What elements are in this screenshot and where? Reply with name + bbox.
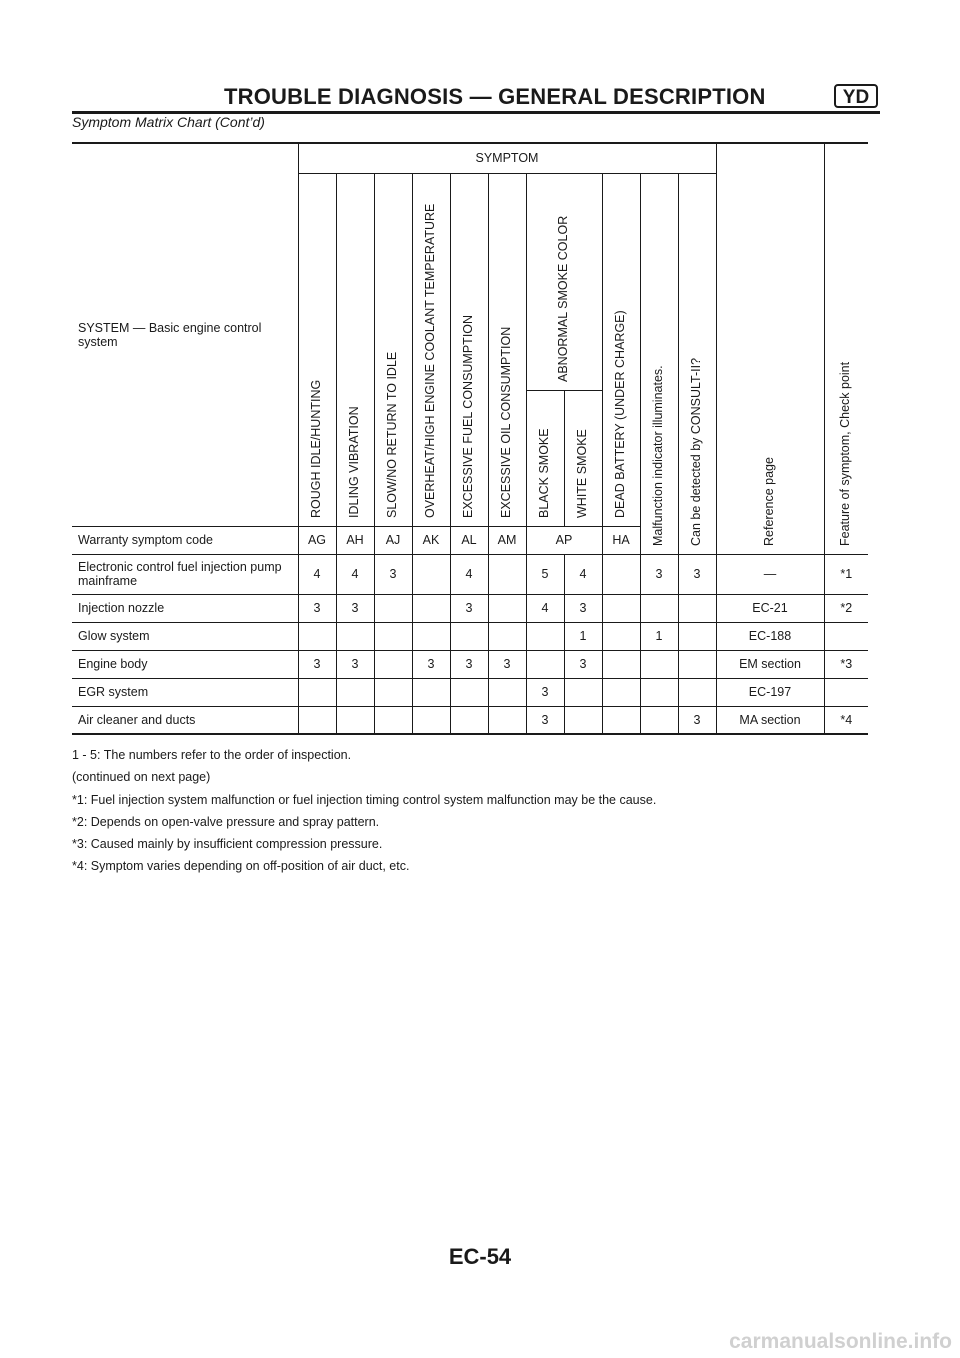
matrix-cell: 3 bbox=[450, 594, 488, 622]
matrix-cell: 1 bbox=[640, 622, 678, 650]
matrix-cell: 1 bbox=[564, 622, 602, 650]
matrix-cell: 3 bbox=[640, 554, 678, 594]
feature-cell bbox=[824, 678, 868, 706]
footnote: *1: Fuel injection system malfunction or fuel injection timing control system malfunction may be the cause. bbox=[72, 792, 657, 807]
matrix-cell: 4 bbox=[526, 594, 564, 622]
matrix-cell bbox=[564, 706, 602, 734]
matrix-cell: 3 bbox=[336, 594, 374, 622]
feature-header: Feature of symptom, Check point bbox=[824, 143, 868, 554]
footnote: *3: Caused mainly by insufficient compression pressure. bbox=[72, 837, 383, 852]
matrix-cell bbox=[374, 594, 412, 622]
matrix-cell bbox=[336, 678, 374, 706]
system-row-label: Glow system bbox=[72, 622, 298, 650]
col-header-consult: Can be detected by CONSULT-II? bbox=[678, 173, 716, 554]
warranty-label: Warranty symptom code bbox=[72, 526, 298, 554]
matrix-cell bbox=[640, 650, 678, 678]
matrix-cell bbox=[488, 678, 526, 706]
footnote: (continued on next page) bbox=[72, 770, 211, 785]
watermark: carmanualsonline.info bbox=[729, 1330, 952, 1353]
system-row-label: Air cleaner and ducts bbox=[72, 706, 298, 734]
matrix-cell bbox=[374, 706, 412, 734]
feature-cell: *4 bbox=[824, 706, 868, 734]
matrix-cell bbox=[412, 622, 450, 650]
matrix-cell bbox=[374, 650, 412, 678]
matrix-cell bbox=[526, 622, 564, 650]
matrix-cell bbox=[298, 706, 336, 734]
footnote: 1 - 5: The numbers refer to the order of inspection. bbox=[72, 748, 352, 762]
warranty-code: HA bbox=[602, 526, 640, 554]
matrix-cell: 3 bbox=[298, 594, 336, 622]
matrix-cell: 5 bbox=[526, 554, 564, 594]
reference-cell: — bbox=[716, 554, 824, 594]
matrix-cell bbox=[488, 622, 526, 650]
matrix-cell bbox=[526, 650, 564, 678]
system-header-cell: SYSTEM — Basic engine control system bbox=[72, 143, 298, 526]
matrix-cell: 3 bbox=[678, 706, 716, 734]
warranty-code: AP bbox=[526, 526, 602, 554]
matrix-cell: 4 bbox=[450, 554, 488, 594]
matrix-cell bbox=[450, 706, 488, 734]
reference-page-header: Reference page bbox=[716, 143, 824, 554]
matrix-cell bbox=[374, 622, 412, 650]
col-header-abnormal-smoke: ABNORMAL SMOKE COLOR bbox=[526, 173, 602, 390]
matrix-cell bbox=[602, 594, 640, 622]
matrix-cell bbox=[602, 622, 640, 650]
col-header-oil-consumption: EXCESSIVE OIL CONSUMPTION bbox=[488, 173, 526, 526]
matrix-cell bbox=[336, 706, 374, 734]
symptom-header-cell: SYMPTOM bbox=[298, 143, 716, 173]
col-header-rough-idle: ROUGH IDLE/HUNTING bbox=[298, 173, 336, 526]
warranty-code: AH bbox=[336, 526, 374, 554]
matrix-cell: 4 bbox=[564, 554, 602, 594]
feature-cell bbox=[824, 622, 868, 650]
col-header-slow-return: SLOW/NO RETURN TO IDLE bbox=[374, 173, 412, 526]
warranty-code: AK bbox=[412, 526, 450, 554]
matrix-cell: 4 bbox=[298, 554, 336, 594]
warranty-code: AL bbox=[450, 526, 488, 554]
matrix-cell bbox=[488, 594, 526, 622]
matrix-cell: 4 bbox=[336, 554, 374, 594]
col-header-idling-vibration: IDLING VIBRATION bbox=[336, 173, 374, 526]
col-header-fuel-consumption: EXCESSIVE FUEL CONSUMPTION bbox=[450, 173, 488, 526]
matrix-cell: 3 bbox=[298, 650, 336, 678]
matrix-cell bbox=[602, 706, 640, 734]
matrix-cell bbox=[678, 650, 716, 678]
matrix-cell: 3 bbox=[564, 650, 602, 678]
matrix-cell bbox=[298, 622, 336, 650]
section-badge: YD bbox=[834, 84, 878, 108]
matrix-cell bbox=[640, 706, 678, 734]
matrix-cell bbox=[678, 678, 716, 706]
system-row-label: Engine body bbox=[72, 650, 298, 678]
matrix-cell bbox=[602, 650, 640, 678]
matrix-cell bbox=[488, 706, 526, 734]
matrix-cell bbox=[602, 678, 640, 706]
matrix-cell: 3 bbox=[450, 650, 488, 678]
feature-cell: *1 bbox=[824, 554, 868, 594]
matrix-cell bbox=[564, 678, 602, 706]
page-title: TROUBLE DIAGNOSIS — GENERAL DESCRIPTION bbox=[224, 84, 766, 109]
warranty-code: AM bbox=[488, 526, 526, 554]
matrix-cell bbox=[640, 678, 678, 706]
matrix-cell bbox=[412, 706, 450, 734]
feature-cell: *2 bbox=[824, 594, 868, 622]
matrix-cell bbox=[412, 554, 450, 594]
col-header-white-smoke: WHITE SMOKE bbox=[564, 390, 602, 526]
reference-cell: EC-21 bbox=[716, 594, 824, 622]
warranty-code: AJ bbox=[374, 526, 412, 554]
matrix-cell bbox=[412, 678, 450, 706]
matrix-cell bbox=[412, 594, 450, 622]
matrix-cell bbox=[602, 554, 640, 594]
matrix-cell: 3 bbox=[678, 554, 716, 594]
matrix-cell bbox=[450, 622, 488, 650]
system-row-label: Injection nozzle bbox=[72, 594, 298, 622]
col-header-dead-battery: DEAD BATTERY (UNDER CHARGE) bbox=[602, 173, 640, 526]
footnotes bbox=[72, 744, 656, 878]
matrix-cell: 3 bbox=[412, 650, 450, 678]
footnote: *2: Depends on open-valve pressure and spray pattern. bbox=[72, 814, 380, 829]
matrix-cell: 3 bbox=[374, 554, 412, 594]
matrix-cell bbox=[450, 678, 488, 706]
matrix-cell bbox=[488, 554, 526, 594]
page-subtitle: Symptom Matrix Chart (Cont’d) bbox=[72, 114, 265, 130]
col-header-overheat: OVERHEAT/HIGH ENGINE COOLANT TEMPERATURE bbox=[412, 173, 450, 526]
reference-cell: EC-197 bbox=[716, 678, 824, 706]
matrix-cell bbox=[336, 622, 374, 650]
matrix-cell bbox=[298, 678, 336, 706]
matrix-cell: 3 bbox=[336, 650, 374, 678]
matrix-cell: 3 bbox=[526, 706, 564, 734]
matrix-cell bbox=[678, 622, 716, 650]
reference-cell: MA section bbox=[716, 706, 824, 734]
footnote: *4: Symptom varies depending on off-position of air duct, etc. bbox=[72, 859, 410, 874]
feature-cell: *3 bbox=[824, 650, 868, 678]
matrix-cell bbox=[640, 594, 678, 622]
matrix-cell bbox=[678, 594, 716, 622]
matrix-cell: 3 bbox=[564, 594, 602, 622]
matrix-cell: 3 bbox=[526, 678, 564, 706]
system-row-label: EGR system bbox=[72, 678, 298, 706]
page-number: EC-54 bbox=[448, 1244, 512, 1269]
reference-cell: EM section bbox=[716, 650, 824, 678]
warranty-code: AG bbox=[298, 526, 336, 554]
system-row-label: Electronic control fuel injection pump mainframe bbox=[72, 554, 298, 594]
col-header-black-smoke: BLACK SMOKE bbox=[526, 390, 564, 526]
col-header-mil: Malfunction indicator illuminates. bbox=[640, 173, 678, 554]
symptom-matrix-table bbox=[72, 142, 868, 735]
matrix-cell bbox=[374, 678, 412, 706]
reference-cell: EC-188 bbox=[716, 622, 824, 650]
matrix-cell: 3 bbox=[488, 650, 526, 678]
